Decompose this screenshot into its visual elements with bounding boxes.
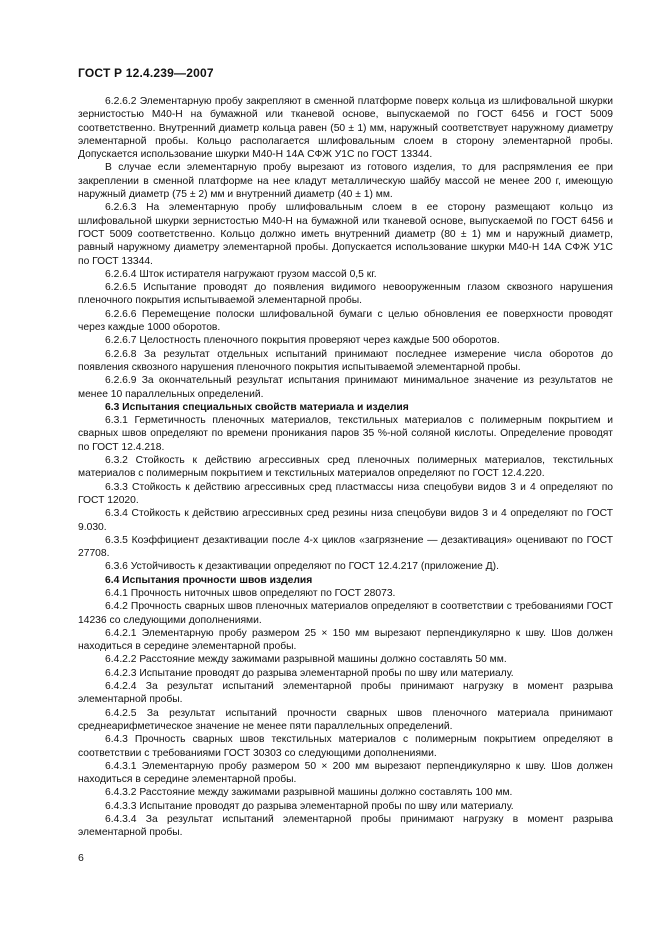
paragraph: 6.2.6.8 За результат отдельных испытаний принимают последнее измерение числа оборотов до появления сквозного нарушения пленочного покрытия испытываемой элементарной пробы. (78, 348, 613, 373)
paragraph: 6.3.1 Герметичность пленочных материалов, текстильных материалов с полимерным покрытием и сварных швов определяют по времени проникания паров 35 %-ной соляной кислоты. Определение проводят по ГОСТ 12.4.218. (78, 415, 613, 453)
paragraph: 6.2.6.9 За окончательный результат испытания принимают минимальное значение из результатов не менее 10 параллельных определений. (78, 375, 613, 400)
paragraph: 6.2.6.5 Испытание проводят до появления видимого невооруженным глазом сквозного нарушения пленочного покрытия испытываемой элементарной пробы. (78, 282, 613, 307)
paragraph: 6.4.2.1 Элементарную пробу размером 25 × 150 мм вырезают перпендикулярно к шву. Шов должен находиться в середине элементарной пробы. (78, 627, 613, 653)
paragraph: В случае если элементарную пробу вырезают из готового изделия, то для распрямления ее при закреплении в сменной платформе на нее кладут металлическую шайбу массой не менее 200 г, имеющую наружный диаметр (75 ± 2) мм и внутренний диаметр (40 ± 1) мм. (78, 162, 613, 201)
paragraph: 6.3.5 Коэффициент дезактивации после 4-х циклов «загрязнение — дезактивация» оценивают по ГОСТ 27708. (78, 534, 613, 560)
paragraph: 6.3.2 Стойкость к действию агрессивных сред пленочных полимерных материалов, текстильных материалов с полимерным покрытием и текстильных материалов определяют по ГОСТ 12.4.220. (78, 455, 613, 480)
paragraph: 6.2.6.2 Элементарную пробу закрепляют в сменной платформе поверх кольца из шлифовальной шкурки зернистостью М40-Н на бумажной или тканевой основе, выпускаемой по ГОСТ 6456 и ГОСТ 5009 соответственно. Внутренний диаметр кольца равен (50 ± 1) мм, наружный соответствует наружному диаметру элементарной пробы. Кольцо располагается шлифовальным слоем в сторону элементарной пробы. Допускается использование шкурки М40-Н 14А СФЖ У1С по ГОСТ 13344. (78, 96, 613, 161)
paragraph: 6.4.3.3 Испытание проводят до разрыва элементарной пробы по шву или материалу. (105, 800, 514, 812)
paragraph: 6.3.4 Стойкость к действию агрессивных сред резины низа спецобуви видов 3 и 4 определяют по ГОСТ 9.030. (78, 508, 613, 533)
paragraph: 6.4.2.3 Испытание проводят до разрыва элементарной пробы по шву или материалу. (105, 667, 514, 679)
paragraph: 6.4.2.4 За результат испытаний элементарной пробы принимают нагрузку в момент разрыва элементарной пробы. (78, 681, 613, 706)
paragraph: 6.4.3 Прочность сварных швов текстильных материалов с полимерным покрытием определяют в соответствии с требованиями ГОСТ 30303 со следующими дополнениями. (78, 734, 613, 759)
section-heading: 6.3 Испытания специальных свойств материала и изделия (105, 401, 409, 413)
document-header: ГОСТ Р 12.4.239—2007 (78, 66, 214, 80)
paragraph: 6.2.6.7 Целостность пленочного покрытия проверяют через каждые 500 оборотов. (105, 335, 500, 347)
paragraph: 6.2.6.6 Перемещение полоски шлифовальной бумаги с целью обновления ее поверхности проводят через каждые 1000 оборотов. (78, 308, 613, 334)
paragraph: 6.4.2 Прочность сварных швов пленочных материалов определяют в соответствии с требованиями ГОСТ 14236 со следующими дополнениями. (78, 601, 613, 626)
paragraph: 6.4.3.2 Расстояние между зажимами разрывной машины должно составлять 100 мм. (105, 787, 513, 799)
page-number: 6 (78, 852, 84, 864)
paragraph: 6.4.3.4 За результат испытаний элементарной пробы принимают нагрузку в момент разрыва элементарной пробы. (78, 814, 613, 839)
paragraph: 6.2.6.4 Шток истирателя нагружают грузом массой 0,5 кг. (105, 268, 377, 280)
paragraph: 6.2.6.3 На элементарную пробу шлифовальным слоем в ее сторону размещают кольцо из шлифовальной шкурки зернистостью М40-Н на бумажной или тканевой основе, выпускаемой по ГОСТ 6456 и ГОСТ 5009 соответственно. Кольцо должно иметь внутренний диаметр (80 ± 1) мм и наружный диаметр, равный наружному диаметру элементарной пробы. Допускается использование шкурки М40-Н 14А СФЖ У1С по ГОСТ 13344. (78, 202, 613, 267)
paragraph: 6.4.1 Прочность ниточных швов определяют по ГОСТ 28073. (105, 587, 396, 599)
paragraph: 6.3.3 Стойкость к действию агрессивных сред пластмассы низа спецобуви видов 3 и 4 определяют по ГОСТ 12020. (78, 481, 613, 506)
paragraph: 6.4.3.1 Элементарную пробу размером 50 × 200 мм вырезают перпендикулярно к шву. Шов должен находиться в середине элементарной пробы. (78, 760, 613, 786)
document-body (78, 95, 613, 840)
paragraph: 6.4.2.5 За результат испытаний прочности сварных швов пленочного материала принимают среднеарифметическое значение не менее пяти параллельных определений. (78, 707, 613, 732)
section-heading: 6.4 Испытания прочности швов изделия (105, 574, 313, 586)
paragraph: 6.4.2.2 Расстояние между зажимами разрывной машины должно составлять 50 мм. (105, 654, 507, 666)
paragraph: 6.3.6 Устойчивость к дезактивации определяют по ГОСТ 12.4.217 (приложение Д). (105, 561, 499, 573)
